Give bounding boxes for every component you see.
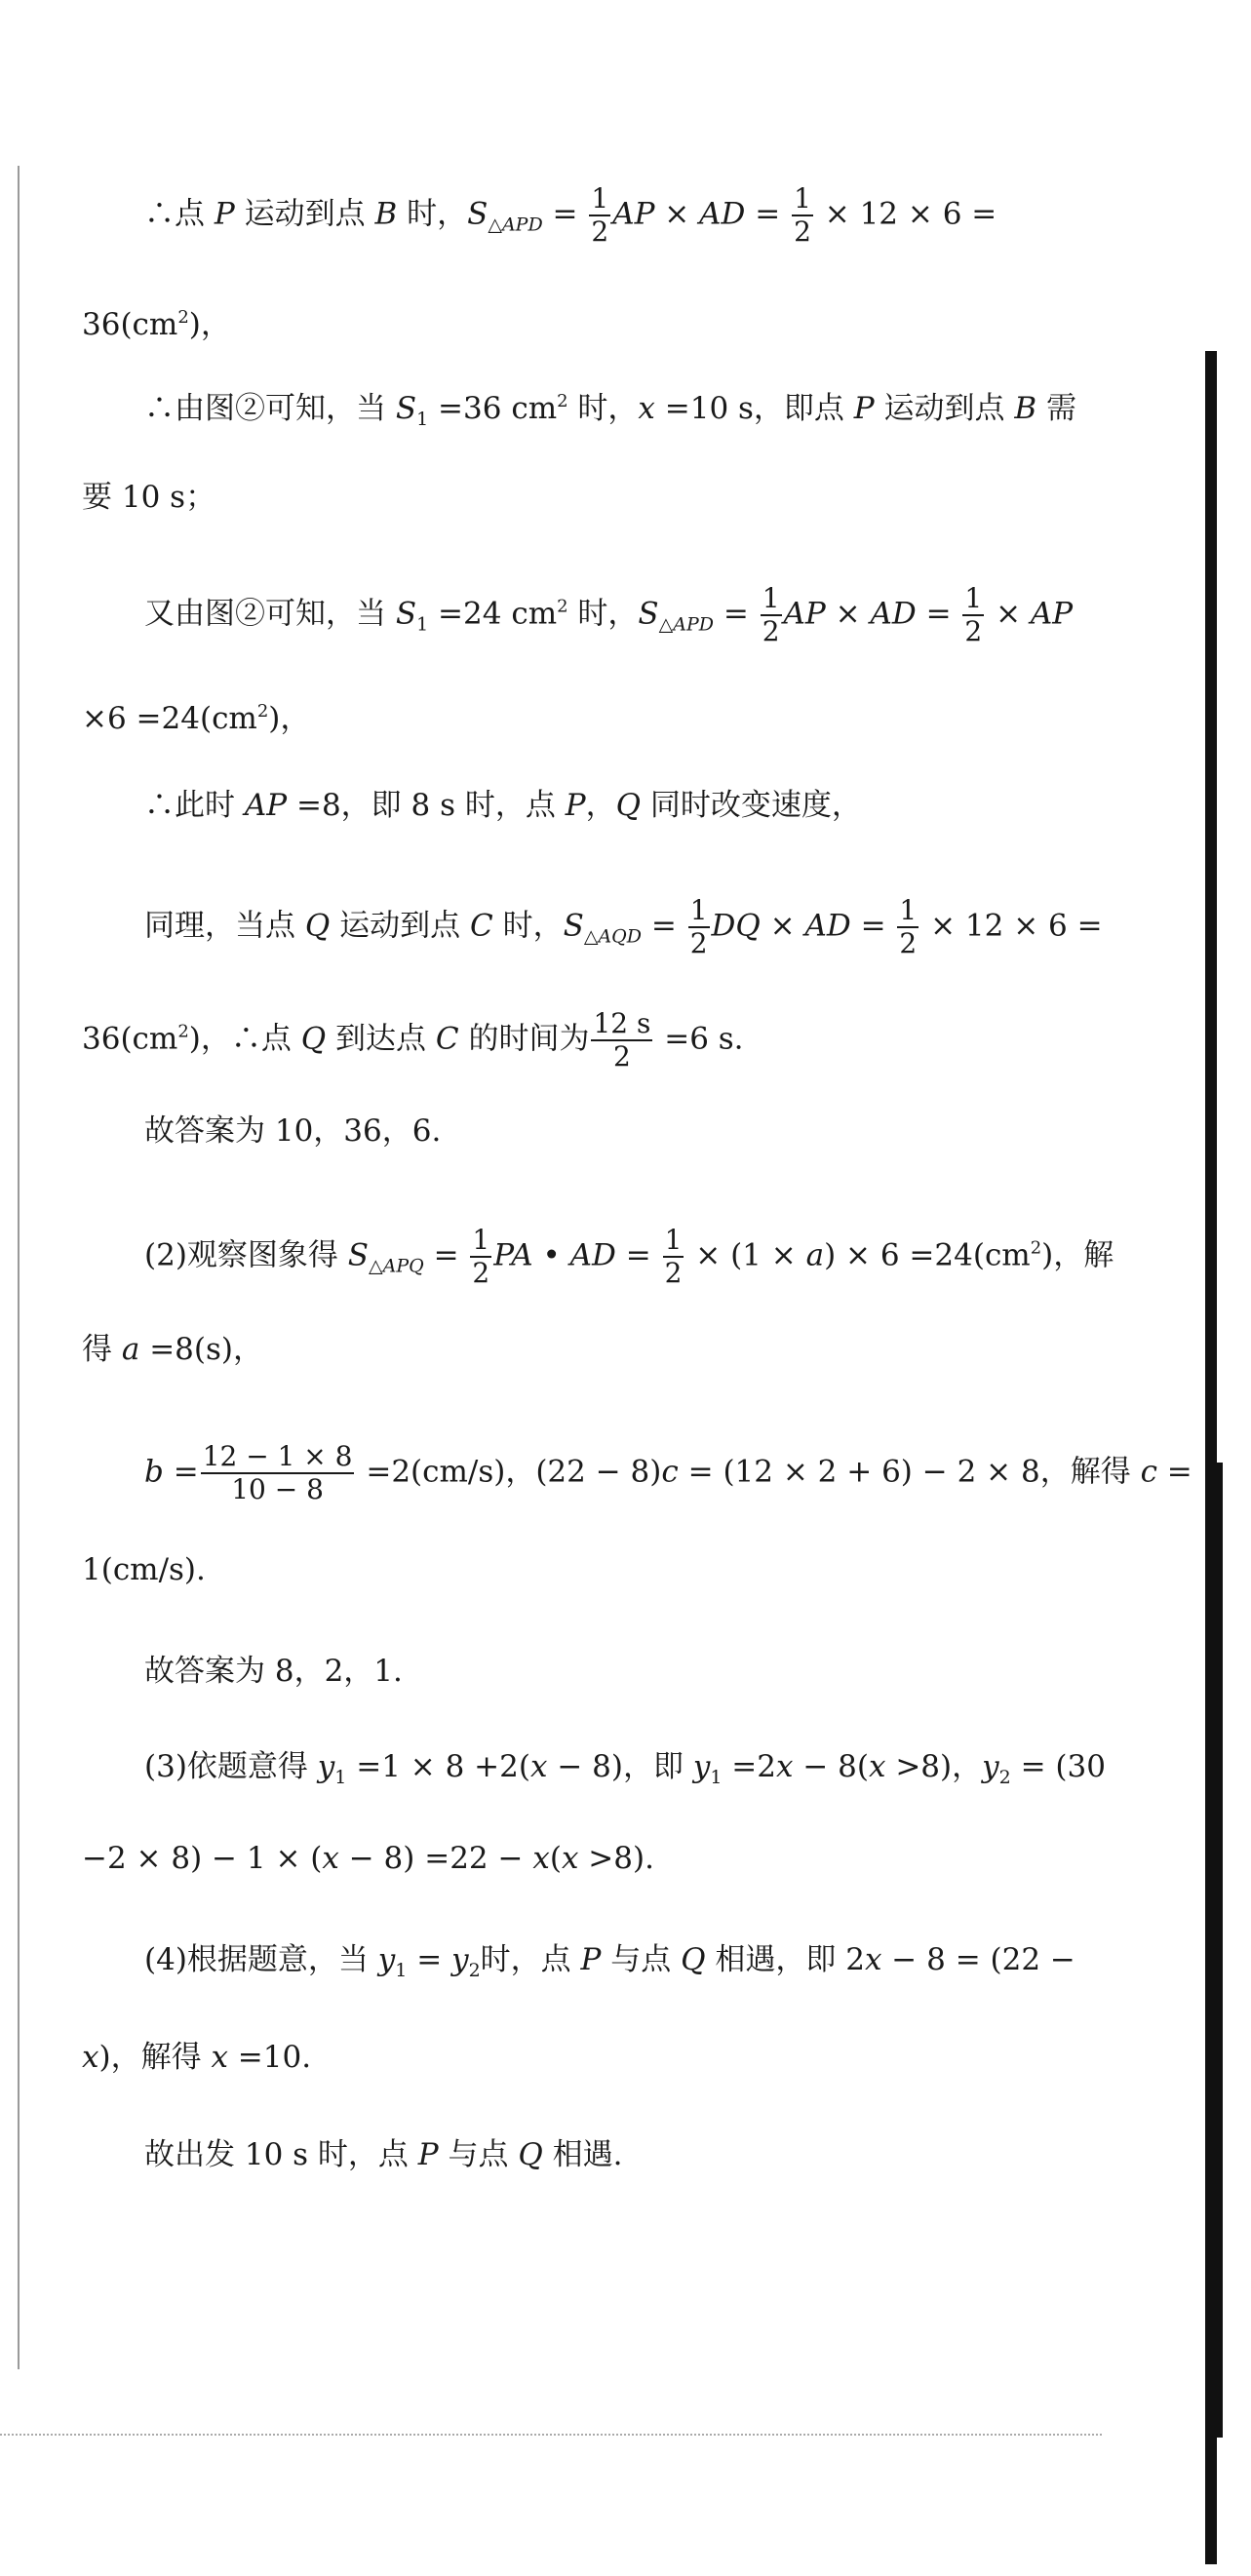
text-run: (4)根据题意，当 <box>144 1942 378 1977</box>
text-run: ∴点 <box>144 196 215 232</box>
text-run: 运动到点 <box>874 391 1015 426</box>
fraction <box>591 1008 652 1073</box>
text-line <box>144 1441 1251 1505</box>
var-a: a <box>805 1237 825 1273</box>
text-run: = <box>642 908 686 944</box>
text-run: )，解 <box>1041 1237 1114 1273</box>
text-run: =1 × 8 +2( <box>346 1749 530 1784</box>
text-run: 运动到点 <box>330 908 470 944</box>
var-p: P <box>565 788 586 823</box>
text-run: 相遇，即 2 <box>705 1942 865 1977</box>
text-run: ， <box>585 788 616 823</box>
text-run: 时，点 <box>480 1942 581 1977</box>
text-run: × <box>760 908 805 944</box>
var-s: S <box>467 196 489 232</box>
fraction <box>688 895 710 959</box>
text-line <box>82 298 1251 344</box>
text-run: = <box>615 1237 661 1273</box>
text-line <box>82 2038 1251 2077</box>
var-c: C <box>435 1021 459 1057</box>
var-s: S <box>563 908 584 944</box>
text-run: = <box>1156 1454 1192 1490</box>
var-p: P <box>580 1942 602 1977</box>
text-line <box>82 1008 1251 1073</box>
subscript: 2 <box>998 1767 1011 1788</box>
denominator: 2 <box>612 1040 631 1073</box>
var-x: x <box>211 2040 228 2075</box>
var-x: x <box>638 391 655 426</box>
text-run: 时， <box>397 196 468 232</box>
subscript: 2 <box>468 1960 481 1981</box>
text-run: = (12 × 2 + 6) − 2 × 8，解得 <box>678 1454 1141 1490</box>
fraction <box>897 895 919 959</box>
var-x: x <box>82 2040 99 2075</box>
var-ad: AD <box>569 1237 616 1273</box>
text-run: ( <box>549 1841 562 1876</box>
text-run: × 12 × 6 = <box>920 908 1103 944</box>
text-line <box>144 583 1251 647</box>
numerator: 1 <box>762 582 780 614</box>
superscript: 2 <box>177 1021 189 1042</box>
text-line <box>144 1112 1251 1151</box>
subscript: 1 <box>416 409 429 430</box>
text-line <box>82 1550 1251 1589</box>
numerator: 1 <box>591 182 609 215</box>
text-run: =10 s，即点 <box>654 391 854 426</box>
text-run: )，∴点 <box>188 1021 301 1057</box>
var-x: x <box>532 1841 550 1876</box>
text-run: = (30 <box>1010 1749 1106 1784</box>
text-run: 的时间为 <box>458 1021 590 1057</box>
var-x: x <box>322 1841 339 1876</box>
denominator: 2 <box>591 215 609 248</box>
text-run: 故答案为 10，36，6. <box>144 1113 442 1149</box>
text-line <box>144 1940 1251 1990</box>
var-q: Q <box>518 2137 543 2172</box>
text-run: =2 <box>722 1749 776 1784</box>
var-y: y <box>317 1749 335 1784</box>
text-run: ∴由图②可知，当 <box>144 391 396 426</box>
text-run: 时， <box>492 908 564 944</box>
denominator: 2 <box>664 1257 683 1289</box>
text-run: − 8 = (22 − <box>881 1942 1075 1977</box>
text-run: >8). <box>578 1841 654 1876</box>
text-run: − 8( <box>793 1749 869 1784</box>
fraction <box>201 1441 355 1505</box>
superscript: 2 <box>256 701 269 722</box>
numerator: 1 <box>899 894 918 926</box>
subscript: 1 <box>334 1767 347 1788</box>
text-run: 与点 <box>438 2137 519 2172</box>
text-run: 要 10 s； <box>82 480 216 515</box>
var-c: C <box>470 908 493 944</box>
text-line <box>144 1747 1251 1797</box>
text-run: 需 <box>1036 391 1077 426</box>
denominator: 2 <box>794 215 811 248</box>
numerator: 12 − 1 × 8 <box>202 1440 353 1472</box>
text-line <box>82 1330 1251 1369</box>
fraction <box>761 583 782 647</box>
text-run: =36 cm <box>428 391 558 426</box>
var-s: S <box>395 596 417 632</box>
subscript: 1 <box>710 1767 723 1788</box>
text-run: − 8) =22 − <box>338 1841 533 1876</box>
text-run: −2 × 8) − 1 × ( <box>82 1841 323 1876</box>
text-run: =8(s)， <box>139 1332 263 1367</box>
text-run: (3)依题意得 <box>144 1749 318 1784</box>
text-line <box>144 183 1251 248</box>
denominator: 2 <box>689 927 708 959</box>
text-run: = <box>163 1454 199 1490</box>
text-run: − 8)，即 <box>547 1749 693 1784</box>
var-dq: DQ <box>711 908 761 944</box>
text-line <box>82 692 1251 738</box>
text-line <box>144 786 1251 825</box>
text-run: = <box>850 908 896 944</box>
subscript: △APQ <box>369 1255 424 1277</box>
var-p: P <box>853 391 875 426</box>
superscript: 2 <box>557 391 568 411</box>
var-pa: PA <box>493 1237 533 1273</box>
text-run: × 12 × 6 = <box>814 196 997 232</box>
subscript: 1 <box>395 1960 408 1981</box>
denominator: 2 <box>964 615 983 647</box>
var-ad: AD <box>804 908 851 944</box>
left-margin-rule <box>18 166 20 2369</box>
var-y: y <box>692 1749 711 1784</box>
text-run: = <box>407 1942 452 1977</box>
text-run: 36(cm <box>82 307 178 342</box>
subscript: 1 <box>416 613 429 636</box>
var-x: x <box>561 1841 579 1876</box>
subscript: △APD <box>658 613 715 636</box>
text-line <box>82 478 1251 517</box>
text-run: >8)， <box>885 1749 983 1784</box>
text-run: × <box>986 596 1031 632</box>
subscript: △APD <box>488 214 543 236</box>
var-a: a <box>121 1332 140 1367</box>
text-run: = <box>745 196 791 232</box>
text-run: =10. <box>227 2040 312 2075</box>
fraction <box>589 183 610 248</box>
denominator: 2 <box>472 1257 490 1289</box>
text-run: ×6 =24(cm <box>82 701 257 736</box>
numerator: 1 <box>472 1224 490 1256</box>
var-c: c <box>661 1454 679 1490</box>
var-x: x <box>868 1749 886 1784</box>
bottom-dotted-rule <box>0 2434 1102 2436</box>
text-run: 1(cm/s). <box>82 1552 206 1587</box>
text-run: )，解得 <box>98 2040 212 2075</box>
var-p: P <box>214 196 235 232</box>
text-run: = <box>423 1237 469 1273</box>
text-run: =2(cm/s)，(22 − 8) <box>356 1454 662 1490</box>
text-run: )， <box>268 701 311 736</box>
var-ad: AD <box>870 596 917 632</box>
var-q: Q <box>300 1021 327 1057</box>
var-ad: AD <box>699 196 746 232</box>
text-run: 得 <box>82 1332 122 1367</box>
text-run: × <box>825 596 871 632</box>
text-run: (2)观察图象得 <box>144 1237 348 1273</box>
var-q: Q <box>304 908 331 944</box>
var-y: y <box>982 1749 999 1784</box>
numerator: 12 s <box>593 1007 651 1039</box>
var-s: S <box>395 391 417 426</box>
text-line <box>144 382 1251 439</box>
text-run: =8，即 8 s 时，点 <box>287 788 566 823</box>
var-y: y <box>377 1942 396 1977</box>
numerator: 1 <box>664 1224 683 1256</box>
text-run: 时， <box>567 596 639 632</box>
numerator: 1 <box>794 182 811 215</box>
fraction <box>663 1225 684 1289</box>
text-run: 相遇. <box>542 2137 623 2172</box>
text-run: 故出发 10 s 时，点 <box>144 2137 418 2172</box>
text-run: 同时改变速度， <box>641 788 862 823</box>
var-ap: AP <box>244 788 288 823</box>
var-b: B <box>1014 391 1037 426</box>
fraction <box>470 1225 491 1289</box>
var-s: S <box>347 1237 370 1273</box>
text-run: 时， <box>567 391 639 426</box>
var-b: b <box>144 1454 164 1490</box>
text-run: =6 s. <box>654 1021 744 1057</box>
fraction <box>792 183 813 248</box>
var-ap: AP <box>1030 596 1074 632</box>
var-q: Q <box>615 788 641 823</box>
superscript: 2 <box>557 596 568 617</box>
text-run: 与点 <box>601 1942 682 1977</box>
var-ap: AP <box>783 596 826 632</box>
text-line <box>144 2135 1251 2174</box>
var-x: x <box>529 1749 548 1784</box>
subscript: △AQD <box>583 925 642 948</box>
superscript: 2 <box>177 307 189 328</box>
var-b: B <box>374 196 398 232</box>
text-run: 同理，当点 <box>144 908 305 944</box>
text-line <box>144 1225 1251 1289</box>
var-ap: AP <box>612 196 655 232</box>
var-y: y <box>451 1942 469 1977</box>
text-run: ∴此时 <box>144 788 245 823</box>
text-run: 36(cm <box>82 1021 178 1057</box>
text-run: 故答案为 8，2，1. <box>144 1654 403 1689</box>
numerator: 1 <box>964 582 983 614</box>
denominator: 2 <box>762 615 780 647</box>
text-run: = <box>542 196 588 232</box>
text-run: ) × 6 =24(cm <box>824 1237 1031 1273</box>
text-run: × <box>654 196 700 232</box>
text-run: 运动到点 <box>234 196 375 232</box>
fraction <box>962 583 984 647</box>
text-run: 又由图②可知，当 <box>144 596 396 632</box>
text-run: 到达点 <box>326 1021 436 1057</box>
text-run: = <box>714 596 759 632</box>
denominator: 2 <box>899 927 918 959</box>
text-run: × (1 × <box>685 1237 806 1273</box>
text-line <box>144 895 1251 959</box>
var-x: x <box>776 1749 794 1784</box>
superscript: 2 <box>1030 1237 1042 1259</box>
var-s: S <box>638 596 659 632</box>
text-line <box>82 1839 1251 1878</box>
var-q: Q <box>681 1942 706 1977</box>
var-x: x <box>864 1942 882 1977</box>
var-c: c <box>1140 1454 1157 1490</box>
var-p: P <box>417 2137 439 2172</box>
numerator: 1 <box>689 894 708 926</box>
text-run: =24 cm <box>428 596 558 632</box>
text-run: • <box>532 1237 570 1273</box>
text-line <box>144 1652 1251 1691</box>
text-run: )， <box>188 307 231 342</box>
denominator: 10 − 8 <box>231 1473 324 1505</box>
text-run: = <box>916 596 961 632</box>
